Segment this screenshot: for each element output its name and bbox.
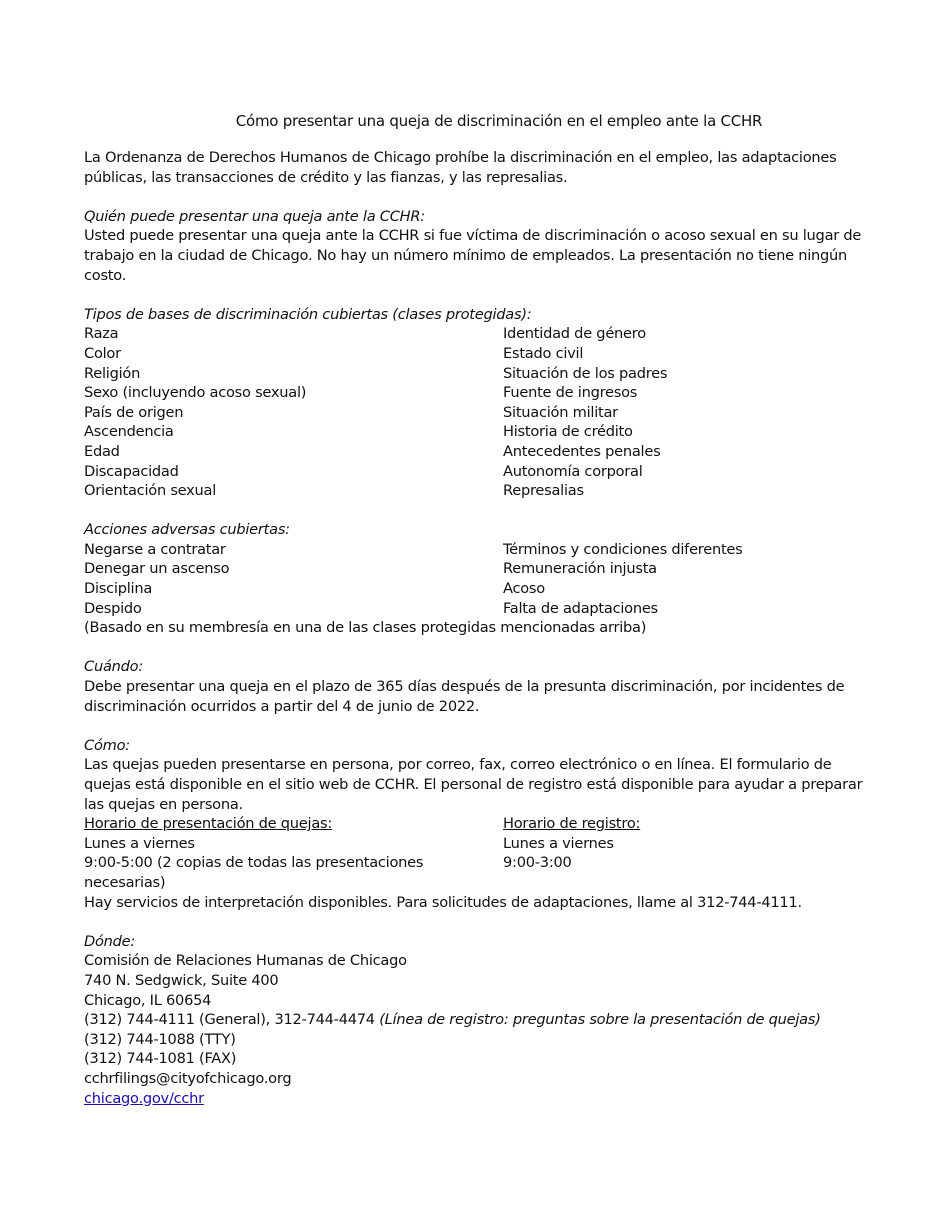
list-item: Antecedentes penales [503,442,661,460]
phone-intake-note: (Línea de registro: preguntas sobre la presentación de quejas) [379,1011,821,1029]
list-item: Falta de adaptaciones [503,599,658,617]
when-heading: Cuándo: [84,658,143,676]
intro-paragraph: La Ordenanza de Derechos Humanos de Chicago prohíbe la discriminación en el empleo, las adaptaciones públicas, las transacciones de crédito y las fianzas, y las represalias. [84,149,837,186]
list-item: Orientación sexual [84,482,217,500]
list-item: Raza [84,325,119,343]
list-item: Religión [84,364,141,382]
list-item: Situación militar [503,403,618,421]
list-item: Remuneración injusta [503,560,657,578]
filing-hours-label: Horario de presentación de quejas: [84,815,333,833]
list-item: Negarse a contratar [84,540,226,558]
list-item: Estado civil [503,344,584,362]
actions-list [84,540,874,618]
fax-line: (312) 744-1081 (FAX) [84,1050,237,1068]
who-paragraph: Usted puede presentar una queja ante la CCHR si fue víctima de discriminación o acoso sexual en su lugar de trabajo en la ciudad de Chicago. No hay un número mínimo de empleados. La presentación no tiene ningún costo. [84,227,862,284]
bases-heading: Tipos de bases de discriminación cubiertas (clases protegidas): [84,305,532,323]
who-heading: Quién puede presentar una queja ante la CCHR: [84,207,425,225]
bases-list [84,324,874,500]
hours-section [84,814,874,892]
list-item: Historia de crédito [503,423,633,441]
phone-line [84,1010,874,1030]
how-paragraph: Las quejas pueden presentarse en persona, por correo, fax, correo electrónico o en línea. El formulario de quejas está disponible en el sitio web de CCHR. El personal de registro está disponible para ayudar a preparar las quejas en persona. [84,756,863,813]
list-item: Color [84,344,121,362]
city-state-zip: Chicago, IL 60654 [84,991,212,1009]
bases-left-column [84,324,503,500]
document-page [84,110,874,1108]
list-item: Discapacidad [84,462,179,480]
filing-days: Lunes a viernes [84,834,195,852]
list-item: Autonomía corporal [503,462,643,480]
filing-time-continued: necesarias) [84,873,166,891]
filing-time: 9:00-5:00 (2 copias de todas las presentaciones [84,854,424,872]
list-item: País de origen [84,403,184,421]
list-item: Despido [84,599,142,617]
list-item: Sexo (incluyendo acoso sexual) [84,384,307,402]
list-item: Situación de los padres [503,364,668,382]
street-address: 740 N. Sedgwick, Suite 400 [84,971,279,989]
how-heading: Cómo: [84,736,130,754]
website-link[interactable]: chicago.gov/cchr [84,1089,204,1107]
intake-hours-label: Horario de registro: [503,815,641,833]
where-heading: Dónde: [84,932,136,950]
list-item: Términos y condiciones diferentes [503,540,743,558]
tty-line: (312) 744-1088 (TTY) [84,1030,236,1048]
interpretation-note: Hay servicios de interpretación disponibles. Para solicitudes de adaptaciones, llame al 312-744-4111. [84,893,802,911]
list-item: Denegar un ascenso [84,560,230,578]
email-address: cchrfilings@cityofchicago.org [84,1069,292,1087]
when-paragraph: Debe presentar una queja en el plazo de 365 días después de la presunta discriminación, por incidentes de discriminación ocurridos a partir del 4 de junio de 2022. [84,678,845,715]
list-item: Fuente de ingresos [503,384,638,402]
intake-time: 9:00-3:00 [503,854,572,872]
actions-right-column [503,540,874,618]
phone-general: (312) 744-4111 (General), 312-744-4474 [84,1011,375,1029]
list-item: Ascendencia [84,423,174,441]
list-item: Acoso [503,580,545,598]
list-item: Represalias [503,482,584,500]
list-item: Disciplina [84,580,153,598]
intake-days: Lunes a viernes [503,834,614,852]
actions-left-column [84,540,503,618]
intake-hours-column [503,814,874,892]
actions-note: (Basado en su membresía en una de las clases protegidas mencionadas arriba) [84,619,647,637]
list-item: Identidad de género [503,325,646,343]
list-item: Edad [84,442,120,460]
bases-right-column [503,324,874,500]
page-title: Cómo presentar una queja de discriminación en el empleo ante la CCHR [235,112,763,130]
actions-heading: Acciones adversas cubiertas: [84,521,290,539]
org-name: Comisión de Relaciones Humanas de Chicago [84,952,407,970]
filing-hours-column [84,814,503,892]
